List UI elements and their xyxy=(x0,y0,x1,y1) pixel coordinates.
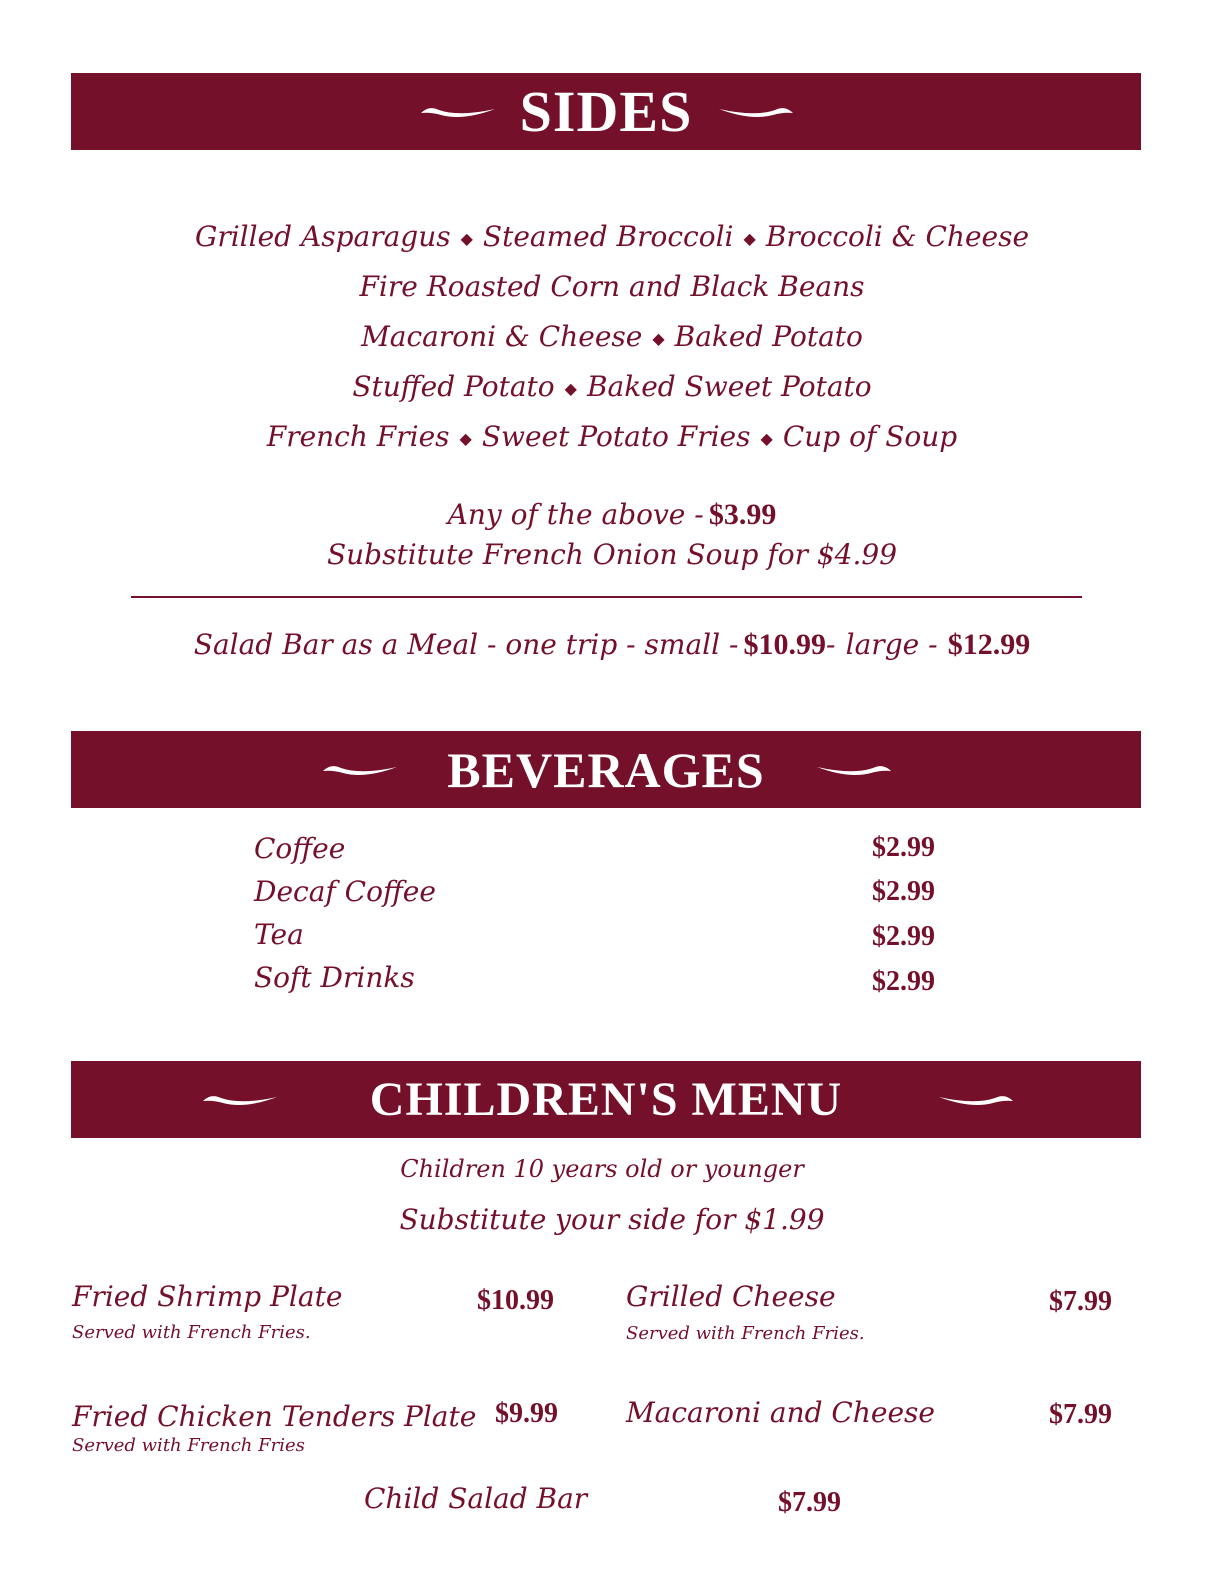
sides-line-1 xyxy=(0,220,1224,253)
childrens-menu-title: CHILDREN'S MENU xyxy=(369,1073,843,1126)
right-flourish-icon xyxy=(815,759,893,779)
beverage-price: $2.99 xyxy=(872,876,935,907)
beverage-price: $2.99 xyxy=(872,966,935,997)
side-item: Cup of Soup xyxy=(782,420,958,453)
diamond-icon: ◆ xyxy=(459,429,472,448)
salad-bar-large-label: large - xyxy=(845,628,938,661)
beverage-name: Coffee xyxy=(254,832,346,865)
diamond-icon: ◆ xyxy=(760,429,773,448)
salad-bar-small-price: $10.99 xyxy=(743,628,827,661)
salad-bar-dash: - xyxy=(826,628,836,661)
side-item: Grilled Asparagus xyxy=(194,220,451,253)
kid-item-price: $9.99 xyxy=(495,1398,558,1429)
kid-item-price: $7.99 xyxy=(1049,1286,1112,1317)
kid-item-name: Macaroni and Cheese xyxy=(626,1396,935,1429)
kid-item-desc: Served with French Fries. xyxy=(72,1322,311,1343)
kid-item-name: Child Salad Bar xyxy=(364,1482,588,1515)
side-item: Baked Sweet Potato xyxy=(586,370,872,403)
sides-line-2 xyxy=(0,270,1224,303)
right-flourish-icon xyxy=(717,101,795,121)
salad-bar-large-price: $12.99 xyxy=(947,628,1031,661)
children-age-note: Children 10 years old or younger xyxy=(400,1155,804,1183)
left-flourish-icon xyxy=(419,101,497,121)
side-item: Broccoli & Cheese xyxy=(765,220,1030,253)
children-substitute-note: Substitute your side for $1.99 xyxy=(399,1203,825,1236)
sides-title: SIDES xyxy=(519,79,693,144)
diamond-icon: ◆ xyxy=(564,379,577,398)
any-price: $3.99 xyxy=(708,498,777,531)
kid-item-price: $7.99 xyxy=(1049,1399,1112,1430)
side-item: Macaroni & Cheese xyxy=(361,320,643,353)
diamond-icon: ◆ xyxy=(460,229,473,248)
beverage-name: Tea xyxy=(254,918,304,951)
side-item: Steamed Broccoli xyxy=(482,220,734,253)
side-item: French Fries xyxy=(266,420,450,453)
substitute-note: Substitute French Onion Soup for $4.99 xyxy=(326,538,898,571)
divider xyxy=(131,596,1082,598)
kid-item-price: $7.99 xyxy=(778,1487,841,1518)
beverage-price: $2.99 xyxy=(872,921,935,952)
sides-line-5 xyxy=(0,420,1224,453)
salad-bar-label: Salad Bar as a Meal - one trip - small - xyxy=(193,628,739,661)
salad-bar-line xyxy=(0,628,1224,662)
left-flourish-icon xyxy=(321,759,399,779)
sides-banner xyxy=(71,73,1141,150)
beverage-name: Decaf Coffee xyxy=(254,875,436,908)
beverage-name: Soft Drinks xyxy=(254,961,415,994)
kid-item-desc: Served with French Fries. xyxy=(626,1323,865,1344)
sides-line-3 xyxy=(0,320,1224,353)
kid-item-desc: Served with French Fries xyxy=(72,1435,305,1456)
any-label: Any of the above - xyxy=(447,498,704,531)
beverages-title: BEVERAGES xyxy=(447,741,765,798)
diamond-icon: ◆ xyxy=(652,329,665,348)
side-item: Fire Roasted Corn and Black Beans xyxy=(359,270,865,303)
kid-item-name: Grilled Cheese xyxy=(626,1280,836,1313)
side-item: Sweet Potato Fries xyxy=(481,420,751,453)
side-item: Baked Potato xyxy=(674,320,863,353)
right-flourish-icon xyxy=(937,1089,1015,1109)
beverage-price: $2.99 xyxy=(872,832,935,863)
beverages-banner xyxy=(71,731,1141,808)
sides-price-line xyxy=(0,498,1224,532)
kid-item-name: Fried Shrimp Plate xyxy=(72,1280,343,1313)
side-item: Stuffed Potato xyxy=(352,370,555,403)
kid-item-price: $10.99 xyxy=(477,1285,554,1316)
childrens-menu-banner xyxy=(71,1061,1141,1138)
sides-line-4 xyxy=(0,370,1224,403)
left-flourish-icon xyxy=(201,1089,279,1109)
kid-item-name: Fried Chicken Tenders Plate xyxy=(72,1400,477,1433)
diamond-icon: ◆ xyxy=(743,229,756,248)
